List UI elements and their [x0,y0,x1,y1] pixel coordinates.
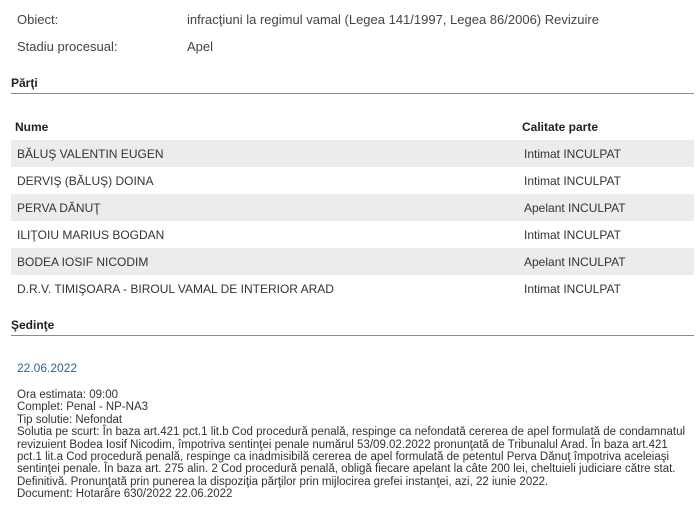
parti-table [11,140,694,302]
party-name: BĂLUŞ VALENTIN EUGEN [17,147,164,161]
stadiu-value: Apel [187,39,214,54]
session-details [17,389,693,501]
party-name: D.R.V. TIMIŞOARA - BIROUL VAMAL DE INTERIOR ARAD [17,282,334,296]
parti-section-title: Părţi [11,76,38,90]
party-name: DERVIŞ (BĂLUŞ) DOINA [17,174,154,188]
party-role: Intimat INCULPAT [524,282,621,296]
obiect-value: infracţiuni la regimul vamal (Legea 141/1997, Legea 86/2006) Revizuire [187,12,599,27]
party-role: Apelant INCULPAT [524,255,626,269]
sedinte-section-title: Şedinţe [11,318,55,332]
parti-divider [11,93,694,94]
party-role: Intimat INCULPAT [524,147,621,161]
sedinte-divider [11,335,694,336]
party-name: ILIŢOIU MARIUS BOGDAN [17,228,165,242]
session-panel: Complet: Penal - NP-NA3 [17,401,149,414]
session-solution-summary: Solutia pe scurt: În baza art.421 pct.1 lit.b Cod procedură penală, respinge ca nefondată cererea de apel formulată de condamnatul revizuient Bodea Iosif Nicodim, împotriva sentinţei penale numărul 53/09.02.2022 pronunţată de Tribunalul Arad. În baza art.421 pct.1 lit.a Cod procedură penală, respinge ca inadmisibilă cererea de apel formulată de petentul Perva Dănuţ împotriva aceleiaşi sentinţei penale. În baza art. 275 alin. 2 Cod procedură penală, obligă fiecare apelant la câte 200 lei, cheltuieli judiciare către stat. Definitivă. Pronunţată prin punerea la dispoziţia părţilor prin mijlocirea grefei instanţei, azi, 22 iunie 2022. [17,426,686,488]
party-role: Apelant INCULPAT [524,201,626,215]
session-time: Ora estimata: 09:00 [17,389,118,401]
column-header-role: Calitate parte [522,120,599,134]
table-row [11,140,694,167]
party-name: PERVA DĂNUŢ [17,201,101,215]
table-row [11,275,694,302]
party-role: Intimat INCULPAT [524,174,621,188]
obiect-label: Obiect: [17,12,59,27]
column-header-name: Nume [15,120,49,134]
table-row [11,248,694,275]
parti-table-header [11,116,694,138]
stadiu-label: Stadiu procesual: [17,39,118,54]
session-document: Document: Hotarâre 630/2022 22.06.2022 [17,488,233,501]
session-date-link[interactable]: 22.06.2022 [17,361,78,375]
table-row [11,194,694,221]
table-row [11,221,694,248]
session-solution-type: Tip solutie: Nefondat [17,413,123,426]
table-row [11,167,694,194]
party-name: BODEA IOSIF NICODIM [17,255,149,269]
party-role: Intimat INCULPAT [524,228,621,242]
